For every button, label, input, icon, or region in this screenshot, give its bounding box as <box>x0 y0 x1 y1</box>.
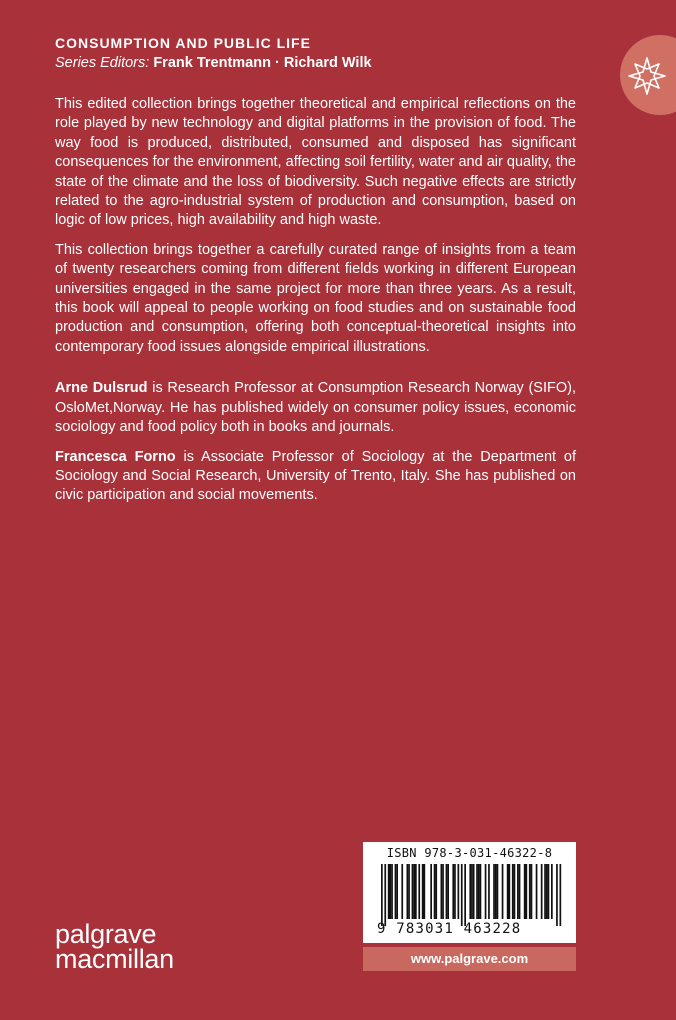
publisher-logo-line1: palgrave <box>55 919 157 949</box>
publisher-website[interactable]: www.palgrave.com <box>363 947 576 971</box>
barcode-digits: 9 783031 463228 <box>377 921 522 937</box>
series-editors <box>55 55 372 71</box>
springer-badge <box>620 35 676 115</box>
blurb-paragraph: This edited collection brings together theoretical and empirical reflections on the role played by new technology and digital platforms in the provision of food. The way food is produced, distributed, consumed and disposed has significant consequences for the environment, affecting soil fertility, water and air quality, the state of the climate and the loss of biodiversity. Such negative effects are strictly related to the agro-industrial system of production and consumption, based on logic of low prices, high availability and high waste. <box>55 96 576 229</box>
author-name: Francesca Forno <box>55 448 176 465</box>
isbn-barcode <box>363 842 576 943</box>
isbn-label: ISBN 978-3-031-46322-8 <box>386 846 553 860</box>
author-bio <box>55 379 576 437</box>
series-title: CONSUMPTION AND PUBLIC LIFE <box>55 35 311 51</box>
author-bio-text: is Associate Professor of Sociology at the Department of Sociology and Social Research, University of Trento, Italy. She has published on civic participation and social movements. <box>55 448 577 504</box>
publisher-logo-line2: macmillan <box>55 944 174 974</box>
series-editors-names: Frank Trentmann · Richard Wilk <box>153 55 372 71</box>
springer-star-icon <box>626 55 668 97</box>
blurb <box>55 95 576 516</box>
author-bio-text: is Research Professor at Consumption Research Norway (SIFO), OsloMet,Norway. He has published widely on consumer policy issues, economic sociology and food policy both in books and journals. <box>55 380 576 436</box>
publisher-logo <box>55 919 174 974</box>
author-name: Arne Dulsrud <box>55 380 148 397</box>
blurb-paragraph: This collection brings together a carefully curated range of insights from a team of twenty researchers coming from different fields working in different European universities engaged in the same project for more than three years. As a result, this book will appeal to people working on food studies and on sustainable food production and consumption, offering both conceptual-theoretical insights into contemporary food issues alongside empirical illustrations. <box>55 241 576 355</box>
author-bio <box>55 448 576 506</box>
series-editors-label: Series Editors: <box>55 55 150 71</box>
